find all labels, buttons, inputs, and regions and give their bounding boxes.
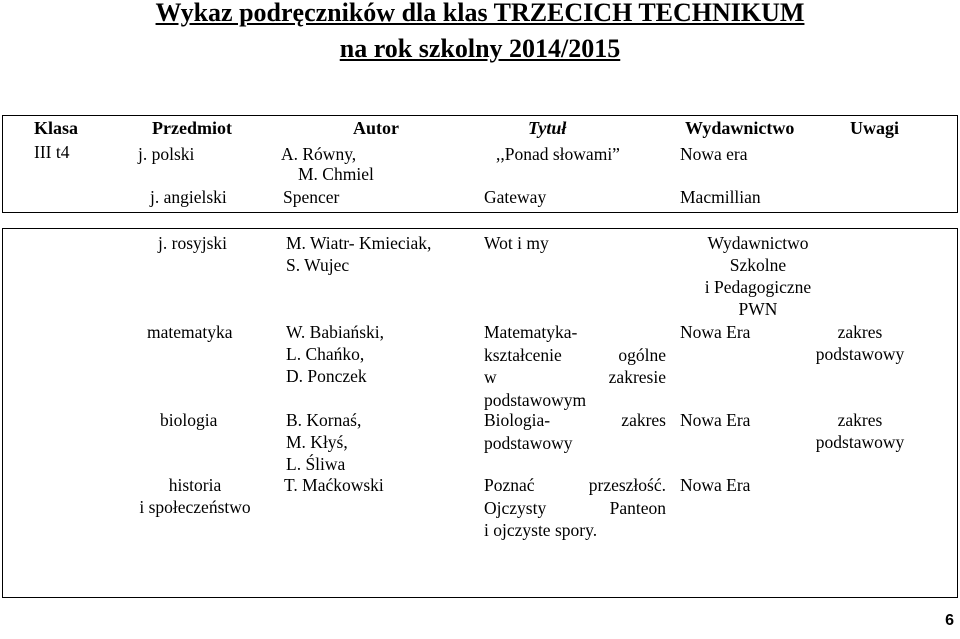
row-autor-line: M. Wiatr- Kmieciak,: [286, 233, 432, 253]
row-tytul-line: podstawowy: [484, 432, 573, 453]
document-title-line-1: Wykaz podręczników dla klas TRZECICH TECHNIKUM: [155, 0, 805, 27]
row-wydawnictwo: Nowa Era: [680, 322, 751, 342]
row-autor-line: S. Wujec: [286, 255, 350, 275]
row-wydawnictwo-line: i Pedagogiczne: [704, 277, 812, 297]
row-tytul-line: w zakresie: [484, 367, 666, 387]
row-wydawnictwo: Macmillian: [680, 187, 761, 207]
row-tytul: Wot i my: [484, 233, 549, 253]
row-tytul: [484, 321, 666, 411]
row-wydawnictwo-line: Szkolne: [729, 255, 787, 275]
row-przedmiot-line: i społeczeństwo: [139, 497, 251, 517]
row-autor-line: A. Równy,: [281, 144, 357, 164]
row-uwagi-line: podstawowy: [815, 344, 905, 364]
header-uwagi: Uwagi: [850, 118, 899, 138]
table-border-right-2: [957, 228, 958, 597]
table-border-top: [2, 115, 958, 116]
row-wydawnictwo: Nowa Era: [680, 475, 751, 495]
row-przedmiot: j. polski: [138, 144, 195, 164]
header-autor: Autor: [353, 118, 399, 138]
row-tytul-line: kształcenie ogólne: [484, 344, 666, 365]
row-tytul: [484, 474, 666, 542]
row-tytul: [484, 409, 666, 454]
row-autor: T. Maćkowski: [284, 475, 384, 495]
row-wydawnictwo: Nowa era: [680, 144, 748, 164]
row-autor-line: L. Chańko,: [286, 344, 365, 364]
header-przedmiot: Przedmiot: [152, 118, 232, 138]
row-tytul-line: podstawowym: [484, 389, 587, 410]
row-autor-line: M. Kłyś,: [286, 432, 348, 452]
row-przedmiot-line: historia: [168, 475, 222, 495]
table-border-right: [957, 115, 958, 212]
row-uwagi-line: zakres: [837, 322, 883, 342]
row-przedmiot: matematyka: [147, 322, 233, 342]
header-wydawnictwo: Wydawnictwo: [685, 118, 795, 138]
row-wydawnictwo-line: PWN: [738, 299, 778, 319]
row-przedmiot: biologia: [160, 410, 218, 430]
row-autor-line: B. Kornaś,: [286, 410, 362, 430]
header-klasa: Klasa: [34, 118, 79, 138]
row-tytul: ,,Ponad słowami”: [496, 144, 620, 164]
row-autor: Spencer: [283, 187, 340, 207]
row-autor-line: M. Chmiel: [298, 164, 374, 184]
row-wydawnictwo-line: Wydawnictwo: [707, 233, 809, 253]
table-border-left: [2, 115, 3, 212]
page-number: 6: [945, 612, 954, 629]
row-uwagi-line: podstawowy: [815, 432, 905, 452]
row-przedmiot: j. angielski: [150, 187, 227, 207]
row-przedmiot: j. rosyjski: [158, 233, 228, 253]
row-autor-line: W. Babiański,: [286, 322, 385, 342]
table-border-left-2: [2, 228, 3, 597]
row-tytul: Gateway: [484, 187, 547, 207]
row-tytul-line: Poznać przeszłość.: [484, 475, 666, 495]
row-autor-line: L. Śliwa: [286, 454, 346, 474]
table-border-bottom: [2, 597, 958, 598]
document-title-line-2: na rok szkolny 2014/2015: [339, 34, 621, 63]
row-wydawnictwo: Nowa Era: [680, 410, 751, 430]
row-tytul-line: Matematyka-: [484, 322, 578, 342]
table-continue-top: [2, 228, 958, 229]
row-uwagi-line: zakres: [837, 410, 883, 430]
table-break-bottom: [2, 212, 958, 213]
row-tytul-line: Ojczysty Panteon: [484, 497, 666, 518]
row-tytul-line: i ojczyste spory.: [484, 520, 598, 540]
klasa-value: III t4: [34, 142, 70, 162]
header-tytul: Tytuł: [528, 118, 567, 138]
row-autor-line: D. Ponczek: [286, 366, 367, 386]
row-tytul-line: Biologia- zakres: [484, 410, 666, 430]
